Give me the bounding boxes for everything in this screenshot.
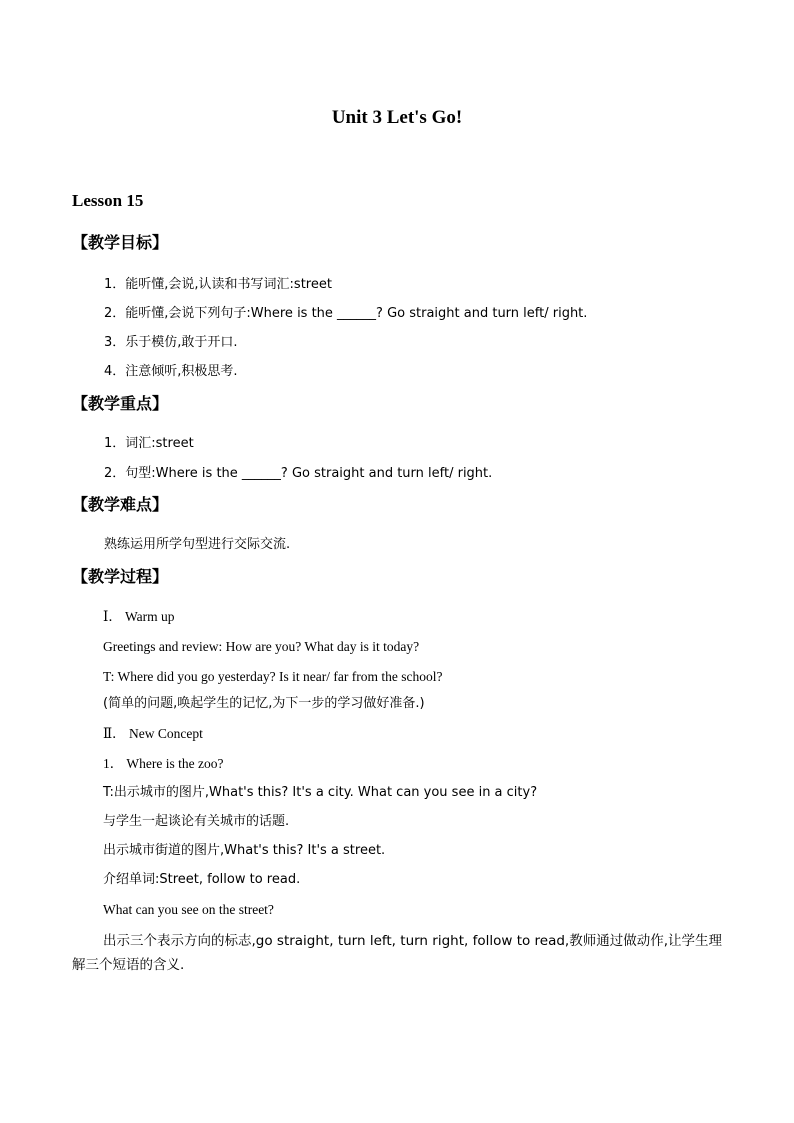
difficulties-heading: 【教学难点】 (72, 495, 169, 514)
process-heading: 【教学过程】 (72, 567, 169, 586)
objective-item: 2．能听懂,会说下列句子:Where is the ______? Go straight and turn left/ right. (104, 306, 588, 321)
objective-item: 1．能听懂,会说,认读和书写词汇:street (104, 277, 332, 292)
document-title: Unit 3 Let's Go! (331, 107, 463, 128)
process-line: (简单的问题,唤起学生的记忆,为下一步的学习做好准备.) (103, 696, 425, 711)
key-point-item: 1．词汇:street (104, 436, 194, 451)
process-line: 1． Where is the zoo? (103, 756, 224, 771)
objective-item: 3．乐于模仿,敢于开口. (104, 335, 238, 350)
process-line: T:出示城市的图片,What's this? It's a city. What can you see in a city? (103, 785, 538, 800)
difficulties-text: 熟练运用所学句型进行交际交流. (104, 537, 291, 552)
process-line: 出示城市街道的图片,What's this? It's a street. (103, 843, 386, 858)
process-paragraph: 出示三个表示方向的标志,go straight, turn left, turn right, follow to read,教师通过做动作,让学生理解三个短语的含义. (72, 933, 723, 973)
process-line: 与学生一起谈论有关城市的话题. (103, 814, 290, 829)
process-line: What can you see on the street? (103, 902, 274, 917)
process-line: Greetings and review: How are you? What day is it today? (103, 639, 420, 654)
process-line: Ⅱ． New Concept (103, 726, 203, 741)
process-line: T: Where did you go yesterday? Is it near/ far from the school? (103, 669, 443, 684)
key-points-heading: 【教学重点】 (72, 394, 169, 413)
process-line: 介绍单词:Street, follow to read. (103, 872, 301, 887)
process-line: Ⅰ． Warm up (103, 609, 175, 624)
objectives-heading: 【教学目标】 (72, 233, 169, 252)
lesson-label: Lesson 15 (72, 191, 144, 210)
key-point-item: 2．句型:Where is the ______? Go straight and turn left/ right. (104, 466, 493, 481)
objective-item: 4．注意倾听,积极思考. (104, 364, 238, 379)
